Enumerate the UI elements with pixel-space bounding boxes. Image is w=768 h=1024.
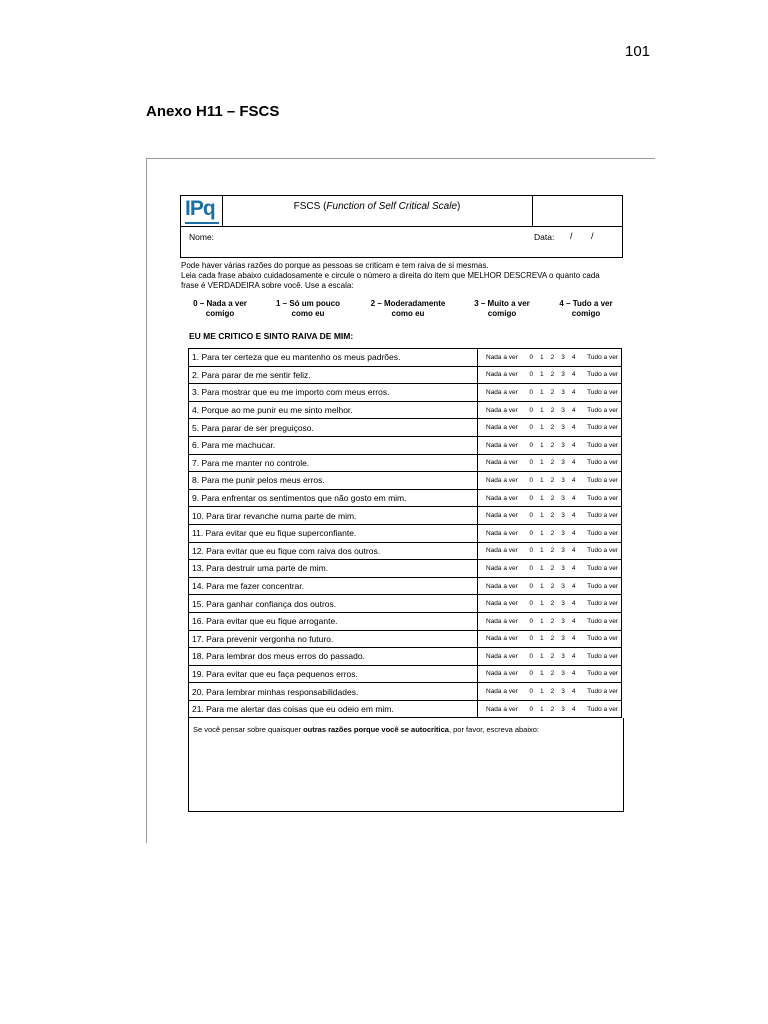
table-row (189, 507, 622, 525)
rating-option[interactable]: 1 (540, 371, 544, 379)
rating-option[interactable]: 2 (550, 600, 555, 608)
rating-option[interactable]: 0 (529, 476, 534, 484)
scale-item-label: 4 – Tudo a ver (559, 299, 613, 308)
rating-option[interactable]: 3 (561, 705, 565, 713)
rating-option[interactable]: 4 (571, 582, 576, 590)
scale-item-label: como eu (391, 308, 425, 318)
date-slashes: / / (570, 231, 602, 241)
rating-numbers (529, 635, 575, 642)
item-rating-scale (478, 472, 622, 490)
rating-option[interactable]: 4 (571, 670, 576, 678)
form-title-prefix: FSCS ( (293, 201, 327, 212)
item-rating-scale (478, 700, 622, 718)
rating-numbers (529, 354, 575, 361)
scale-left-label: Nada a ver (486, 353, 518, 361)
rating-option[interactable]: 2 (550, 617, 555, 625)
rating-row (478, 424, 621, 431)
rating-option[interactable]: 4 (571, 547, 576, 555)
item-statement: 17. Para prevenir vergonha no futuro. (189, 630, 478, 648)
scale-left-label: Nada a ver (486, 688, 518, 696)
rating-option[interactable]: 2 (550, 371, 555, 379)
ipq-logo (184, 199, 220, 224)
item-statement: 15. Para ganhar confiança dos outros. (189, 595, 478, 613)
form-title-suffix: ) (457, 201, 461, 212)
rating-option[interactable]: 2 (550, 670, 555, 678)
scale-left-label: Nada a ver (486, 512, 518, 520)
rating-option[interactable]: 1 (540, 529, 544, 537)
rating-numbers (529, 389, 575, 396)
rating-numbers (529, 618, 575, 625)
scale-left-label: Nada a ver (486, 635, 518, 643)
scale-right-label: Tudo a ver (587, 652, 618, 660)
scale-left-label: Nada a ver (486, 705, 518, 713)
item-rating-scale (478, 366, 622, 384)
rating-option[interactable]: 2 (550, 441, 555, 449)
table-row (189, 700, 622, 718)
item-rating-scale (478, 665, 622, 683)
rating-numbers (529, 565, 575, 572)
rating-option[interactable]: 3 (561, 494, 565, 502)
table-row (189, 349, 622, 367)
header-divider (532, 196, 533, 226)
scale-left-label: Nada a ver (486, 406, 518, 414)
rating-option[interactable]: 4 (571, 705, 576, 713)
scale-legend (180, 299, 625, 321)
rating-numbers (529, 706, 575, 713)
rating-row (478, 407, 621, 414)
rating-numbers (529, 583, 575, 590)
rating-option[interactable]: 2 (550, 547, 555, 555)
rating-option[interactable]: 0 (529, 441, 534, 449)
item-rating-scale (478, 349, 622, 367)
item-rating-scale (478, 542, 622, 560)
rating-option[interactable]: 0 (529, 529, 534, 537)
item-rating-scale (478, 401, 622, 419)
item-statement: 12. Para evitar que eu fique com raiva dos outros. (189, 542, 478, 560)
scale-left-label: Nada a ver (486, 459, 518, 467)
rating-row (478, 459, 621, 466)
item-statement: 8. Para me punir pelos meus erros. (189, 472, 478, 490)
rating-option[interactable]: 2 (550, 635, 555, 643)
rating-numbers (529, 512, 575, 519)
rating-option[interactable]: 2 (550, 406, 555, 414)
scale-item-label: 1 – Só um pouco (275, 299, 340, 308)
other-suffix: , por favor, escreva abaixo: (448, 725, 540, 734)
scale-item-label: 2 – Moderadamente (370, 299, 446, 308)
scale-left-label: Nada a ver (486, 670, 518, 678)
rating-row (478, 635, 621, 642)
other-reasons-prompt (193, 725, 539, 734)
date-label: Data: (534, 232, 555, 242)
table-row (189, 472, 622, 490)
table-row (189, 595, 622, 613)
rating-row (478, 600, 621, 607)
instructions-line: Pode haver várias razões do porque as pessoas se criticam e tem raiva de si mesmas. (181, 261, 489, 270)
rating-option[interactable]: 1 (540, 406, 544, 414)
rating-numbers (529, 688, 575, 695)
item-statement: 9. Para enfrentar os sentimentos que não gosto em mim. (189, 489, 478, 507)
item-rating-scale (478, 507, 622, 525)
rating-row (478, 565, 621, 572)
item-statement: 1. Para ter certeza que eu mantenho os meus padrões. (189, 349, 478, 367)
scale-right-label: Tudo a ver (587, 371, 618, 379)
item-rating-scale (478, 384, 622, 402)
rating-option[interactable]: 3 (561, 670, 565, 678)
rating-numbers (529, 670, 575, 677)
rating-option[interactable]: 0 (529, 564, 534, 572)
rating-option[interactable]: 4 (571, 564, 576, 572)
rating-option[interactable]: 4 (571, 441, 576, 449)
rating-option[interactable]: 4 (571, 371, 576, 379)
form-title (223, 201, 531, 212)
instructions-line: frase é VERDADEIRA sobre você. Use a escala: (181, 281, 354, 290)
item-rating-scale (478, 683, 622, 701)
rating-option[interactable]: 3 (561, 424, 565, 432)
scale-item (180, 299, 260, 318)
item-statement: 7. Para me manter no controle. (189, 454, 478, 472)
rating-option[interactable]: 0 (529, 652, 534, 660)
scale-right-label: Tudo a ver (587, 705, 618, 713)
rating-option[interactable]: 4 (571, 406, 576, 414)
rating-option[interactable]: 3 (561, 652, 565, 660)
table-row (189, 384, 622, 402)
name-label: Nome: (189, 232, 215, 242)
scale-item-label: comigo (487, 308, 517, 318)
scale-item-label: comigo (205, 308, 235, 318)
rating-option[interactable]: 4 (571, 617, 576, 625)
table-row (189, 577, 622, 595)
rating-option[interactable]: 2 (550, 512, 555, 520)
scale-left-label: Nada a ver (486, 564, 518, 572)
scale-left-label: Nada a ver (486, 441, 518, 449)
item-rating-scale (478, 630, 622, 648)
form-header (180, 195, 623, 227)
table-row (189, 665, 622, 683)
scale-right-label: Tudo a ver (587, 564, 618, 572)
table-row (189, 542, 622, 560)
rating-option[interactable]: 1 (540, 617, 544, 625)
form-title-italic: Function of Self Critical Scale (326, 201, 458, 212)
rating-numbers (529, 407, 575, 414)
item-statement: 21. Para me alertar das coisas que eu odeio em mim. (189, 700, 478, 718)
section-heading: EU ME CRITICO E SINTO RAIVA DE MIM: (189, 331, 354, 341)
rating-numbers (529, 424, 575, 431)
rating-option[interactable]: 4 (571, 476, 576, 484)
scale-item (358, 299, 458, 318)
rating-option[interactable]: 0 (529, 617, 534, 625)
rating-option[interactable]: 3 (561, 564, 565, 572)
rating-option[interactable]: 1 (540, 441, 544, 449)
rating-option[interactable]: 1 (540, 670, 544, 678)
rating-option[interactable]: 0 (529, 547, 534, 555)
scale-right-label: Tudo a ver (587, 424, 618, 432)
scale-left-label: Nada a ver (486, 529, 518, 537)
scale-left-label: Nada a ver (486, 652, 518, 660)
scale-left-label: Nada a ver (486, 582, 518, 590)
scale-left-label: Nada a ver (486, 494, 518, 502)
scale-right-label: Tudo a ver (587, 441, 618, 449)
rating-option[interactable]: 2 (550, 705, 555, 713)
rating-option[interactable]: 3 (561, 476, 565, 484)
rating-row (478, 477, 621, 484)
rating-option[interactable]: 1 (540, 705, 544, 713)
item-rating-scale (478, 560, 622, 578)
rating-numbers (529, 371, 575, 378)
scale-right-label: Tudo a ver (587, 670, 618, 678)
rating-option[interactable]: 3 (561, 688, 565, 696)
table-row (189, 419, 622, 437)
rating-option[interactable]: 3 (561, 635, 565, 643)
rating-row (478, 389, 621, 396)
rating-row (478, 495, 621, 502)
item-statement: 10. Para tirar revanche numa parte de mim. (189, 507, 478, 525)
item-rating-scale (478, 436, 622, 454)
scale-left-label: Nada a ver (486, 617, 518, 625)
rating-row (478, 371, 621, 378)
scale-right-label: Tudo a ver (587, 494, 618, 502)
rating-option[interactable]: 4 (571, 353, 576, 361)
scale-right-label: Tudo a ver (587, 512, 618, 520)
rating-option[interactable]: 0 (529, 459, 534, 467)
table-row (189, 630, 622, 648)
scale-right-label: Tudo a ver (587, 688, 618, 696)
rating-option[interactable]: 3 (561, 512, 565, 520)
item-rating-scale (478, 454, 622, 472)
scale-left-label: Nada a ver (486, 476, 518, 484)
rating-row (478, 354, 621, 361)
logo-underline (185, 222, 219, 224)
rating-option[interactable]: 4 (571, 600, 576, 608)
rating-option[interactable]: 3 (561, 617, 565, 625)
rating-option[interactable]: 1 (540, 547, 544, 555)
other-bold: outras razões porque você se autocrítica (303, 725, 449, 734)
item-rating-scale (478, 648, 622, 666)
rating-option[interactable]: 0 (529, 688, 534, 696)
rating-option[interactable]: 2 (550, 476, 555, 484)
item-statement: 13. Para destruir uma parte de mim. (189, 560, 478, 578)
rating-option[interactable]: 1 (540, 564, 544, 572)
rating-option[interactable]: 0 (529, 670, 534, 678)
item-statement: 2. Para parar de me sentir feliz. (189, 366, 478, 384)
rating-numbers (529, 653, 575, 660)
scale-right-label: Tudo a ver (587, 635, 618, 643)
item-statement: 19. Para evitar que eu faça pequenos erros. (189, 665, 478, 683)
rating-option[interactable]: 3 (561, 600, 565, 608)
scale-left-label: Nada a ver (486, 371, 518, 379)
scale-right-label: Tudo a ver (587, 547, 618, 555)
rating-option[interactable]: 2 (550, 353, 555, 361)
rating-option[interactable]: 4 (571, 459, 576, 467)
rating-row (478, 618, 621, 625)
rating-option[interactable]: 1 (540, 424, 544, 432)
item-statement: 4. Porque ao me punir eu me sinto melhor. (189, 401, 478, 419)
item-rating-scale (478, 419, 622, 437)
scale-item (463, 299, 541, 318)
rating-option[interactable]: 0 (529, 600, 534, 608)
rating-option[interactable]: 2 (550, 529, 555, 537)
rating-option[interactable]: 1 (540, 582, 544, 590)
rating-option[interactable]: 1 (540, 494, 544, 502)
rating-option[interactable]: 4 (571, 424, 576, 432)
instructions (181, 261, 626, 291)
rating-row (478, 530, 621, 537)
rating-option[interactable]: 4 (571, 529, 576, 537)
other-prefix: Se você pensar sobre quaisquer (193, 725, 304, 734)
scale-left-label: Nada a ver (486, 600, 518, 608)
rating-option[interactable]: 0 (529, 406, 534, 414)
rating-option[interactable]: 4 (571, 652, 576, 660)
rating-option[interactable]: 4 (571, 688, 576, 696)
table-row (189, 436, 622, 454)
item-rating-scale (478, 612, 622, 630)
rating-option[interactable]: 3 (561, 353, 565, 361)
scale-item-label: comigo (571, 308, 601, 318)
scale-right-label: Tudo a ver (587, 459, 618, 467)
scale-right-label: Tudo a ver (587, 388, 618, 396)
rating-option[interactable]: 1 (540, 600, 544, 608)
table-row (189, 366, 622, 384)
rating-option[interactable]: 0 (529, 494, 534, 502)
rating-option[interactable]: 2 (550, 688, 555, 696)
rating-option[interactable]: 3 (561, 441, 565, 449)
scale-right-label: Tudo a ver (587, 582, 618, 590)
item-rating-scale (478, 595, 622, 613)
rating-row (478, 583, 621, 590)
table-row (189, 683, 622, 701)
rating-numbers (529, 530, 575, 537)
item-statement: 6. Para me machucar. (189, 436, 478, 454)
scale-item-label: 3 – Muito a ver (474, 299, 530, 308)
rating-row (478, 653, 621, 660)
rating-option[interactable]: 0 (529, 512, 534, 520)
rating-option[interactable]: 1 (540, 388, 544, 396)
rating-option[interactable]: 2 (550, 582, 555, 590)
scale-item (548, 299, 624, 318)
item-rating-scale (478, 524, 622, 542)
scale-right-label: Tudo a ver (587, 600, 618, 608)
rating-option[interactable]: 3 (561, 459, 565, 467)
rating-option[interactable]: 0 (529, 353, 534, 361)
table-row (189, 454, 622, 472)
rating-numbers (529, 600, 575, 607)
rating-numbers (529, 547, 575, 554)
item-statement: 16. Para evitar que eu fique arrogante. (189, 612, 478, 630)
item-statement: 11. Para evitar que eu fique superconfiante. (189, 524, 478, 542)
scale-item-label: como eu (291, 308, 325, 318)
scale-right-label: Tudo a ver (587, 406, 618, 414)
rating-option[interactable]: 0 (529, 582, 534, 590)
rating-option[interactable]: 0 (529, 705, 534, 713)
rating-option[interactable]: 2 (550, 424, 555, 432)
other-reasons-box (188, 718, 624, 812)
scale-item (263, 299, 353, 318)
table-row (189, 524, 622, 542)
rating-row (478, 442, 621, 449)
rating-option[interactable]: 2 (550, 564, 555, 572)
rating-row (478, 706, 621, 713)
rating-option[interactable]: 1 (540, 635, 544, 643)
table-row (189, 648, 622, 666)
rating-option[interactable]: 3 (561, 547, 565, 555)
rating-numbers (529, 442, 575, 449)
item-statement: 18. Para lembrar dos meus erros do passado. (189, 648, 478, 666)
item-statement: 5. Para parar de ser preguiçoso. (189, 419, 478, 437)
scale-item-label: 0 – Nada a ver (193, 299, 247, 308)
rating-option[interactable]: 0 (529, 371, 534, 379)
scale-right-label: Tudo a ver (587, 617, 618, 625)
rating-option[interactable]: 1 (540, 459, 544, 467)
rating-option[interactable]: 1 (540, 652, 544, 660)
instructions-line: Leia cada frase abaixo cuidadosamente e circule o número a direita do item que MELHOR DESCREVA o quanto cada (181, 271, 600, 280)
rating-row (478, 670, 621, 677)
rating-option[interactable]: 3 (561, 582, 565, 590)
rating-option[interactable]: 3 (561, 388, 565, 396)
table-row (189, 560, 622, 578)
rating-numbers (529, 495, 575, 502)
rating-option[interactable]: 4 (571, 512, 576, 520)
rating-option[interactable]: 4 (571, 494, 576, 502)
scale-right-label: Tudo a ver (587, 529, 618, 537)
scale-left-label: Nada a ver (486, 388, 518, 396)
rating-option[interactable]: 2 (550, 652, 555, 660)
logo-text: IPq (185, 197, 215, 220)
scale-left-label: Nada a ver (486, 547, 518, 555)
item-statement: 20. Para lembrar minhas responsabilidades. (189, 683, 478, 701)
page-number: 101 (625, 43, 651, 60)
rating-row (478, 688, 621, 695)
rating-option[interactable]: 4 (571, 635, 576, 643)
rating-option[interactable]: 1 (540, 476, 544, 484)
table-row (189, 612, 622, 630)
item-rating-scale (478, 577, 622, 595)
rating-row (478, 547, 621, 554)
rating-option[interactable]: 0 (529, 388, 534, 396)
rating-option[interactable]: 2 (550, 494, 555, 502)
rating-numbers (529, 477, 575, 484)
rating-option[interactable]: 4 (571, 388, 576, 396)
scale-right-label: Tudo a ver (587, 476, 618, 484)
rating-option[interactable]: 2 (550, 459, 555, 467)
name-date-box (180, 225, 623, 258)
item-statement: 14. Para me fazer concentrar. (189, 577, 478, 595)
rating-option[interactable]: 0 (529, 635, 534, 643)
rating-option[interactable]: 3 (561, 406, 565, 414)
table-row (189, 489, 622, 507)
rating-option[interactable]: 1 (540, 512, 544, 520)
item-rating-scale (478, 489, 622, 507)
rating-numbers (529, 459, 575, 466)
table-row (189, 401, 622, 419)
rating-option[interactable]: 0 (529, 424, 534, 432)
scale-left-label: Nada a ver (486, 424, 518, 432)
rating-option[interactable]: 1 (540, 353, 544, 361)
rating-row (478, 512, 621, 519)
rating-option[interactable]: 3 (561, 529, 565, 537)
rating-option[interactable]: 1 (540, 688, 544, 696)
items-table (188, 348, 622, 718)
annex-title: Anexo H11 – FSCS (146, 103, 280, 120)
scale-right-label: Tudo a ver (587, 353, 618, 361)
rating-option[interactable]: 3 (561, 371, 565, 379)
rating-option[interactable]: 2 (550, 388, 555, 396)
item-statement: 3. Para mostrar que eu me importo com meus erros. (189, 384, 478, 402)
